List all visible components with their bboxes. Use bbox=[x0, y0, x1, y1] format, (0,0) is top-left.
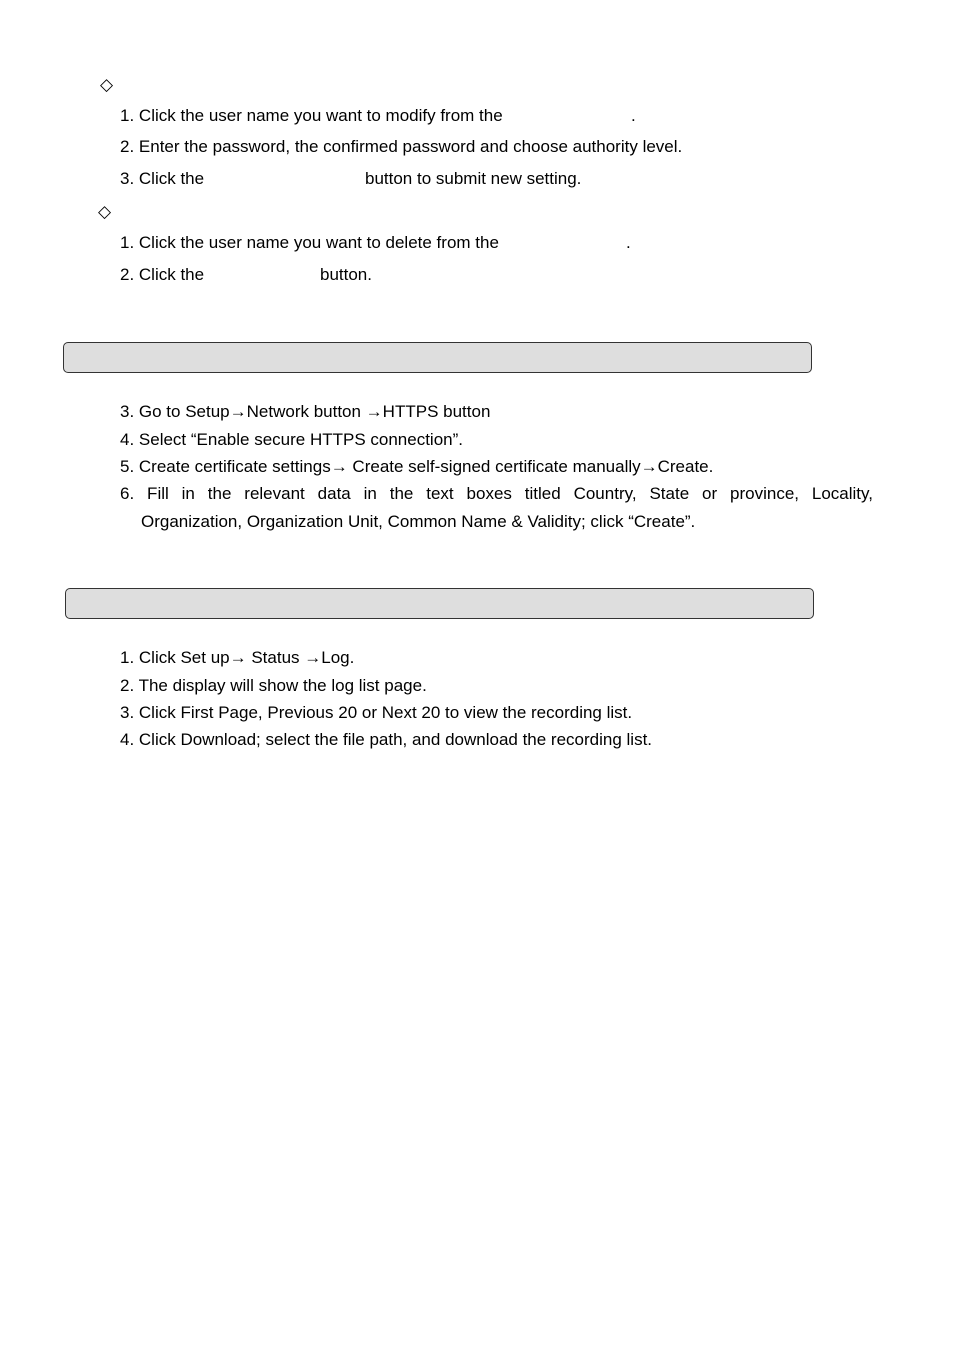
delete-step-2-pre: 2. Click the bbox=[120, 265, 205, 284]
modify-step-3-post: button to submit new setting. bbox=[365, 169, 582, 188]
https-step-6-line-2: Organization, Organization Unit, Common Name & Validity; click “Create”. bbox=[141, 512, 696, 531]
diamond-icon: ◇ bbox=[98, 202, 112, 222]
https-step-5: 5. Create certificate settings→ Create self-signed certificate manually→Create. bbox=[120, 457, 714, 476]
delete-step-1: 1. Click the user name you want to delete from the bbox=[120, 233, 499, 252]
delete-step-2-post: button. bbox=[320, 265, 372, 284]
section-header-bar bbox=[63, 342, 812, 373]
https-step-3: 3. Go to Setup→Network button →HTTPS button bbox=[120, 402, 491, 421]
modify-step-1 bbox=[120, 106, 503, 126]
modify-step-3-pre: 3. Click the bbox=[120, 169, 205, 188]
section-header-bar bbox=[65, 588, 814, 619]
diamond-icon: ◇ bbox=[100, 75, 114, 95]
modify-step-2: 2. Enter the password, the confirmed password and choose authority level. bbox=[120, 137, 683, 156]
modify-step-1-end: . bbox=[631, 106, 636, 125]
log-step-1: 1. Click Set up→ Status →Log. bbox=[120, 648, 355, 667]
modify-step-1-text: Click the user name you want to modify from the bbox=[138, 106, 503, 125]
https-step-4: 4. Select “Enable secure HTTPS connection”. bbox=[120, 430, 463, 449]
log-step-4: 4. Click Download; select the file path, and download the recording list. bbox=[120, 730, 653, 749]
delete-step-1-end: . bbox=[626, 233, 631, 252]
modify-step-1-num: 1. bbox=[120, 106, 135, 125]
log-step-3: 3. Click First Page, Previous 20 or Next 20 to view the recording list. bbox=[120, 703, 633, 722]
https-step-6-line-1: 6. Fill in the relevant data in the text boxes titled Country, State or province, Locality, bbox=[120, 484, 873, 503]
log-step-2: 2. The display will show the log list page. bbox=[120, 676, 427, 695]
